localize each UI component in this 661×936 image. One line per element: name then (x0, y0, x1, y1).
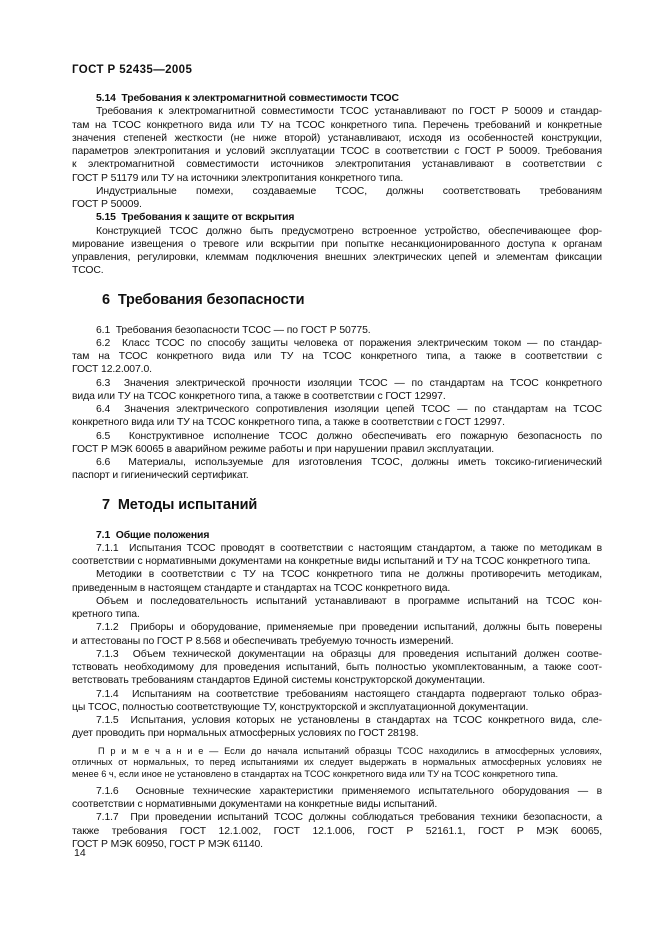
paragraph (72, 568, 602, 595)
text-line: ГОСТ Р МЭК 60065 в аварийном режиме работы и при нарушении правил эксплуатации. (72, 443, 495, 455)
text-line: цы ТСОС, полностью соответствующие ТУ, конструкторской и эксплуатационной документации. (72, 701, 529, 713)
text-line: конкретного вида или ТУ на ТСОС конкретного типа, а также в соответствии с ГОСТ 12997. (72, 417, 505, 429)
section-heading: 6 Требования безопасности (102, 291, 305, 308)
text-line: там на ТСОС конкретного вида или ТУ на ТСОС конкретного типа, а также в соответствии с (72, 351, 602, 362)
text-line: ТСОС. (72, 265, 104, 277)
paragraph (72, 648, 602, 688)
paragraph (72, 542, 602, 569)
text-line: Требования к электромагнитной совместимости ТСОС устанавливают по ГОСТ Р 50009 и стандар- (96, 106, 602, 118)
text-line: 7.1.6 Основные технические характеристики применяемого испытательного оборудования — в (96, 785, 602, 797)
paragraph (72, 714, 602, 741)
text-line: 6.5 Конструктивное исполнение ТСОС должно обеспечивать его пожарную безопасность по (96, 430, 602, 442)
text-line: кретного типа. (72, 609, 140, 620)
paragraph (72, 225, 602, 278)
text-line: мирование извещения о тревоге или вскрытии при попытке несанкционированного доступа к органам (72, 238, 602, 250)
paragraph (72, 430, 602, 457)
text-line: 6.2 Класс ТСОС по способу защиты человека от поражения электрическим током — по стандар- (96, 337, 602, 349)
text-line: дует проводить при нормальных атмосферных условиях по ГОСТ 28198. (72, 728, 419, 740)
section-heading: 7 Методы испытаний (102, 496, 258, 513)
paragraph (72, 377, 602, 404)
text-line: 7.1.7 При проведении испытаний ТСОС должны соблюдаться требования техники безопасности, а (96, 812, 602, 824)
text-line: 7.1.1 Испытания ТСОС проводят в соответствии с настоящим стандартом, а также по методикам в (96, 542, 602, 554)
text-line: паспорт и гигиенический сертификат. (72, 470, 249, 482)
document-code-header: ГОСТ Р 52435—2005 (72, 64, 193, 76)
text-line: отличных от нормальных, то перед испытаниями их следует выдержать в нормальных атмосферных условиях не (72, 757, 602, 768)
subsection-heading: 7.1 Общие положения (96, 529, 210, 541)
text-line: соответствии с нормативными документами на конкретные виды испытаний и ТУ на ТСОС конкретного типа. (72, 556, 591, 567)
paragraph (72, 688, 602, 715)
text-line: также требования ГОСТ 12.1.002, ГОСТ 12.1.006, ГОСТ Р 52161.1, ГОСТ Р МЭК 60065, (72, 825, 602, 837)
text-line: П р и м е ч а н и е — Если до начала испытаний образцы ТСОС находились в атмосферных условиях, (98, 745, 602, 756)
paragraph (72, 337, 602, 377)
text-line: параметров электропитания и условий эксплуатации ТСОС в соответствии с ГОСТ Р 50009. Требования (72, 146, 602, 157)
text-line: Конструкцией ТСОС должно быть предусмотрено встроенное устройство, обеспечивающее фор- (96, 225, 602, 237)
text-line: ветствовать требованиям стандартов Единой системы конструкторской документации. (72, 675, 486, 687)
text-line: Объем и последовательность испытаний устанавливают в программе испытаний на ТСОС кон- (96, 595, 602, 607)
text-line: Индустриальные помехи, создаваемые ТСОС, должны соответствовать требованиям (96, 185, 602, 197)
paragraph (72, 185, 602, 212)
text-line: вида или ТУ на ТСОС конкретного типа, а также в соответствии с ГОСТ 12997. (72, 390, 446, 402)
document-body (72, 92, 602, 851)
text-line: ГОСТ Р 50009. (72, 199, 142, 210)
text-line: тствовать необходимому для проведения испытаний, быть полностью укомплектованным, а также соот- (72, 662, 602, 673)
text-line: Методики в соответствии с ТУ на ТСОС конкретного типа не должны противоречить методикам, (96, 569, 602, 581)
paragraph (72, 324, 602, 337)
paragraph (72, 403, 602, 430)
paragraph (72, 811, 602, 851)
text-line: к электромагнитной совместимости источников электропитания устанавливают в соответствии с (72, 159, 602, 171)
paragraph (72, 621, 602, 648)
text-line: управления, регулировки, клеммам подключения внешних электрических цепей и элементам фиксации (72, 252, 602, 263)
note-paragraph (72, 746, 602, 781)
text-line: 6.3 Значения электрической прочности изоляции ТСОС — по стандартам на ТСОС конкретного (96, 377, 602, 389)
text-line: значения степеней жесткости (не ниже второй) устанавливают, исходя из особенностей конструкции, (72, 132, 602, 144)
text-line: там на ТСОС конкретного вида или ТУ на ТСОС конкретного типа. Перечень требований и конкретные (72, 119, 602, 131)
text-line: 6.1 Требования безопасности ТСОС — по ГОСТ Р 50775. (96, 324, 371, 336)
text-line: 7.1.4 Испытаниям на соответствие требованиям настоящего стандарта подвергают только образ- (96, 688, 602, 700)
text-line: приведенным в настоящем стандарте и стандартах на ТСОС конкретного вида. (72, 582, 451, 594)
paragraph (72, 456, 602, 483)
text-line: 7.1.2 Приборы и оборудование, применяемые при проведении испытаний, должны быть поверены (96, 622, 602, 634)
text-line: 6.6 Материалы, используемые для изготовления ТСОС, должны иметь токсико-гигиенический (96, 457, 602, 468)
text-line: ГОСТ 12.2.007.0. (72, 364, 152, 376)
page-number: 14 (74, 847, 86, 859)
text-line: менее 6 ч, если иное не установлено в стандартах на ТСОС конкретного вида или ТУ на ТСОС конкретного типа. (72, 769, 559, 780)
text-line: 6.4 Значения электрического сопротивления изоляции цепей ТСОС — по стандартам на ТСОС (96, 404, 602, 415)
text-line: ГОСТ Р 51179 или ТУ на источники электропитания конкретного типа. (72, 172, 404, 184)
paragraph (72, 595, 602, 622)
text-line: 7.1.3 Объем технической документации на образцы для проведения испытаний должен соотве- (96, 648, 602, 660)
text-line: ГОСТ Р МЭК 60950, ГОСТ Р МЭК 61140. (72, 838, 263, 850)
subsection-heading: 5.14 Требования к электромагнитной совместимости ТСОС (96, 93, 399, 104)
text-line: соответствии с нормативными документами на конкретные виды испытаний. (72, 799, 438, 811)
paragraph (72, 785, 602, 812)
text-line: 7.1.5 Испытания, условия которых не установлены в стандартах на ТСОС конкретного вида, сле- (96, 715, 602, 726)
text-line: и аттестованы по ГОСТ Р 8.568 и обеспечивать требуемую точность измерений. (72, 635, 454, 647)
subsection-heading: 5.15 Требования к защите от вскрытия (96, 212, 295, 224)
paragraph (72, 105, 602, 185)
